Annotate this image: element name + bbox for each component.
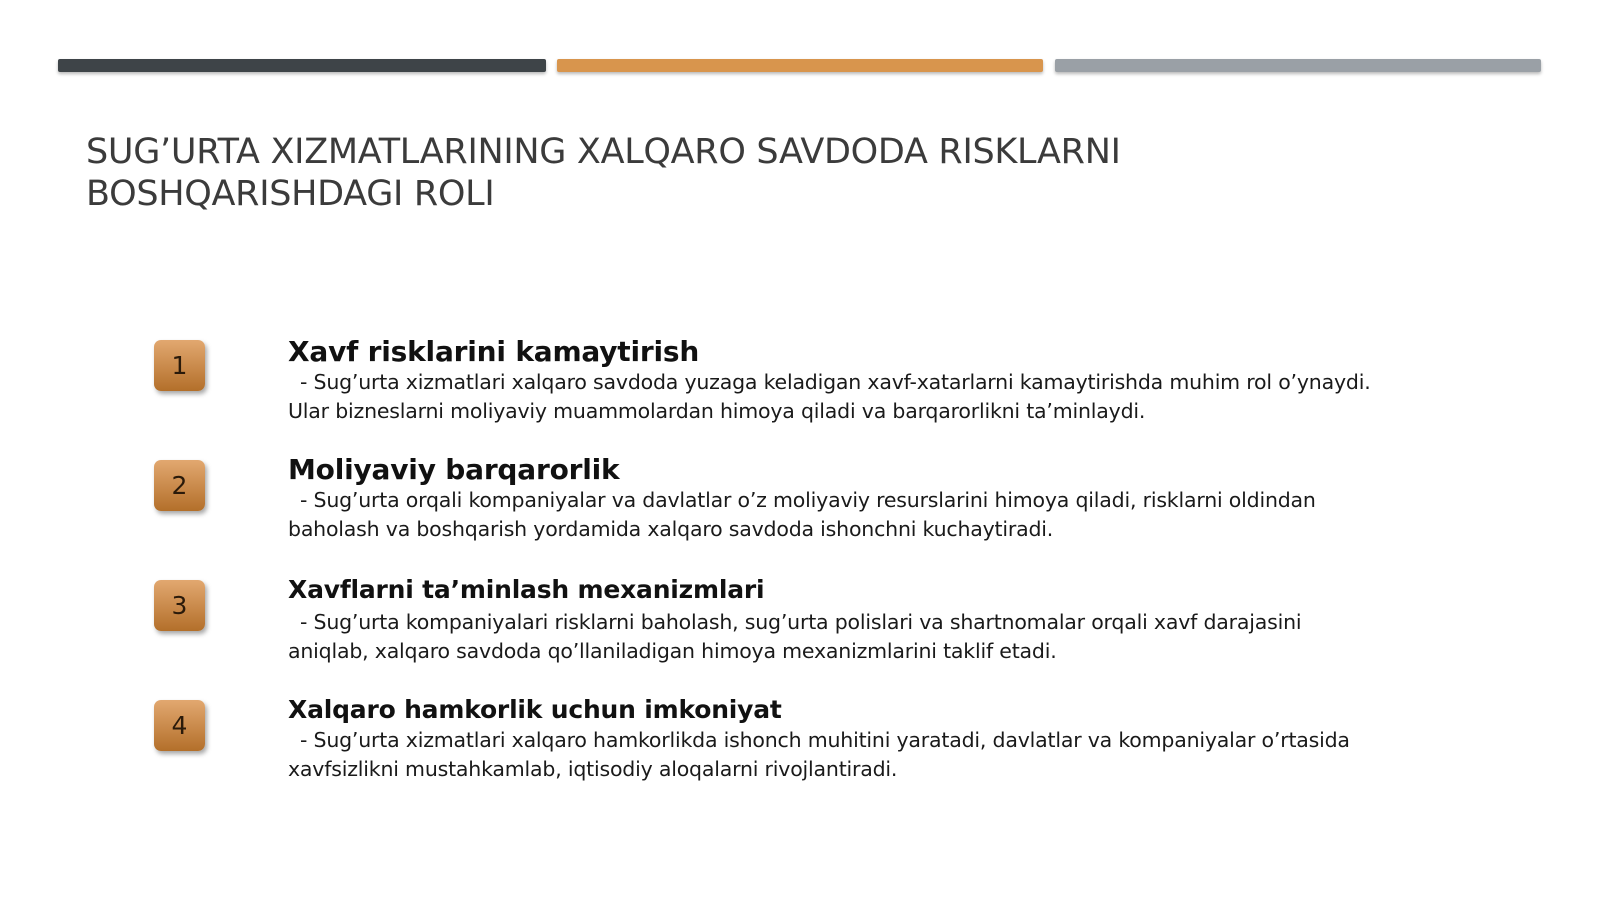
number-badge: 2 <box>154 460 205 511</box>
number-badge: 4 <box>154 700 205 751</box>
item-description <box>288 726 1488 783</box>
slide-title-line-2: BOSHQARISHDAGI ROLI <box>86 174 495 214</box>
slide-title <box>86 131 1386 215</box>
item-heading: Xavf risklarini kamaytirish <box>288 335 700 368</box>
item-description-line-1: - Sug’urta kompaniyalari risklarni baholash, sug’urta polislari va shartnomalar orqali xavf darajasini <box>300 610 1302 634</box>
slide-title-line-1: SUG’URTA XIZMATLARINING XALQARO SAVDODA RISKLARNI <box>86 132 1121 172</box>
number-badge: 1 <box>154 340 205 391</box>
item-heading: Xalqaro hamkorlik uchun imkoniyat <box>288 695 782 724</box>
item-description-line-2: aniqlab, xalqaro savdoda qo’llaniladigan himoya mexanizmlarini taklif etadi. <box>288 638 1057 663</box>
item-description-line-2: Ular bizneslarni moliyaviy muammolardan himoya qiladi va barqarorlikni ta’minlaydi. <box>288 398 1146 423</box>
item-description <box>288 608 1488 665</box>
number-badge: 3 <box>154 580 205 631</box>
item-description-line-1: - Sug’urta xizmatlari xalqaro hamkorlikda ishonch muhitini yaratadi, davlatlar va kompaniyalar o’rtasida <box>300 728 1350 752</box>
item-heading: Xavflarni ta’minlash mexanizmlari <box>288 575 765 604</box>
item-description-line-2: baholash va boshqarish yordamida xalqaro savdoda ishonchni kuchaytiradi. <box>288 516 1054 541</box>
item-description-line-2: xavfsizlikni mustahkamlab, iqtisodiy aloqalarni rivojlantiradi. <box>288 756 898 781</box>
decorative-bar-orange <box>557 59 1043 72</box>
item-description-line-1: - Sug’urta orqali kompaniyalar va davlatlar o’z moliyaviy resurslarini himoya qiladi, risklarni oldindan <box>300 488 1316 512</box>
item-description <box>288 486 1488 543</box>
item-description-line-1: - Sug’urta xizmatlari xalqaro savdoda yuzaga keladigan xavf-xatarlarni kamaytirishda muhim rol o’ynaydi. <box>300 370 1371 394</box>
item-heading: Moliyaviy barqarorlik <box>288 453 620 486</box>
decorative-bar-gray <box>1055 59 1541 72</box>
item-description <box>288 368 1488 425</box>
decorative-bar-dark <box>58 59 546 72</box>
